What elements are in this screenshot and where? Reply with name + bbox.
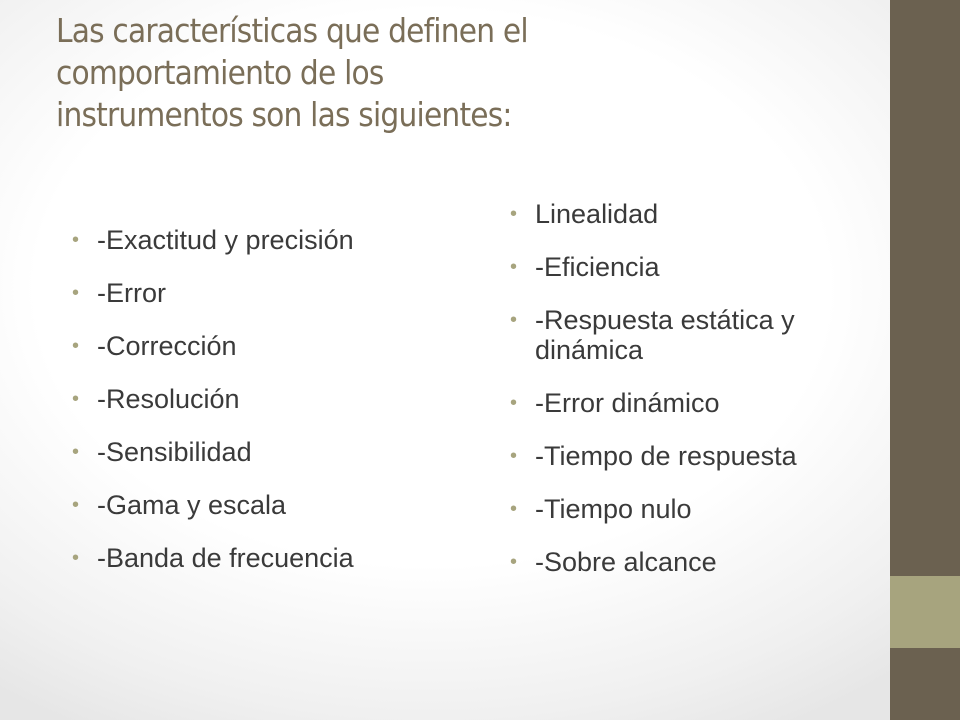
bullet-icon: • bbox=[72, 547, 80, 569]
slide-title bbox=[56, 10, 856, 136]
bullet-icon: • bbox=[510, 203, 518, 225]
list-item-text: -Sobre alcance bbox=[535, 547, 717, 577]
bullet-icon: • bbox=[510, 392, 518, 414]
list-item-text: -Sensibilidad bbox=[97, 437, 252, 467]
sidebar-decoration-accent bbox=[890, 576, 960, 648]
list-item-text: -Tiempo nulo bbox=[535, 494, 692, 524]
bullet-icon: • bbox=[510, 445, 518, 467]
list-item bbox=[72, 331, 452, 361]
list-item-text: -Banda de frecuencia bbox=[97, 543, 354, 573]
title-line: Las características que definen el bbox=[56, 11, 528, 50]
title-line: instrumentos son las siguientes: bbox=[56, 95, 512, 134]
list-item-text: -Error bbox=[97, 278, 166, 308]
list-item-text: -Resolución bbox=[97, 384, 240, 414]
list-item-text: -Corrección bbox=[97, 331, 237, 361]
list-item bbox=[72, 278, 452, 308]
bullet-icon: • bbox=[72, 441, 80, 463]
bullet-icon: • bbox=[510, 551, 518, 573]
left-bullet-list bbox=[72, 225, 452, 596]
right-bullet-list bbox=[510, 199, 890, 600]
list-item-text: -Eficiencia bbox=[535, 252, 660, 282]
list-item-text: -Respuesta estática y dinámica bbox=[535, 305, 795, 365]
list-item bbox=[72, 543, 452, 573]
list-item bbox=[510, 547, 890, 577]
bullet-icon: • bbox=[510, 256, 518, 278]
list-item bbox=[510, 199, 890, 229]
list-item bbox=[510, 388, 890, 418]
bullet-icon: • bbox=[510, 309, 518, 331]
title-line: comportamiento de los bbox=[56, 53, 384, 92]
list-item-text: -Tiempo de respuesta bbox=[535, 441, 797, 471]
bullet-icon: • bbox=[72, 282, 80, 304]
list-item-text: -Exactitud y precisión bbox=[97, 225, 354, 255]
list-item bbox=[510, 494, 890, 524]
bullet-icon: • bbox=[72, 388, 80, 410]
list-item bbox=[510, 305, 890, 365]
list-item-text: -Gama y escala bbox=[97, 490, 287, 520]
list-item-text: -Error dinámico bbox=[535, 388, 720, 418]
bullet-icon: • bbox=[72, 229, 80, 251]
sidebar-decoration-dark bbox=[890, 0, 960, 576]
list-item bbox=[72, 437, 452, 467]
list-item-text: Linealidad bbox=[535, 199, 659, 229]
list-item bbox=[72, 384, 452, 414]
bullet-icon: • bbox=[72, 494, 80, 516]
list-item bbox=[72, 490, 452, 520]
bullet-icon: • bbox=[510, 498, 518, 520]
sidebar-decoration-bottom bbox=[890, 648, 960, 720]
bullet-icon: • bbox=[72, 335, 80, 357]
list-item bbox=[510, 441, 890, 471]
list-item bbox=[510, 252, 890, 282]
list-item bbox=[72, 225, 452, 255]
